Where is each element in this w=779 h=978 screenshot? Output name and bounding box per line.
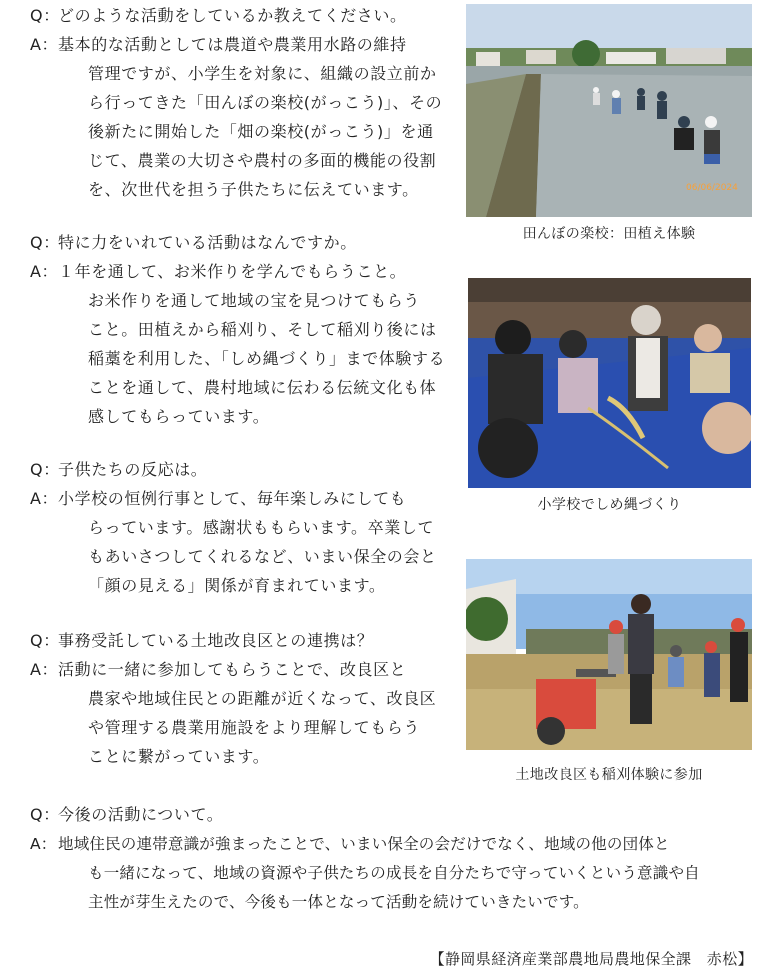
answer-mark: A： [30, 489, 59, 508]
answer-line: もあいさつしてくれるなど、いまい保全の会と [88, 547, 437, 566]
answer-line: ことに繋がっています。 [88, 747, 270, 766]
photo-caption: 土地改良区も稲刈体験に参加 [515, 767, 703, 783]
question-mark: Q： [30, 631, 60, 650]
question-text: 特に力をいれている活動はなんですか。 [58, 233, 357, 252]
photo-rice-harvest [466, 559, 752, 750]
answer-text: 小学校の恒例行事として、毎年楽しみにしても [58, 489, 407, 508]
answer-text: 活動に一緒に参加してもらうことで、改良区と [58, 660, 407, 679]
question-text: どのような活動をしているか教えてください。 [58, 6, 407, 25]
answer-line: らっています。感謝状ももらいます。卒業して [88, 518, 435, 537]
answer-line: じて、農業の大切さや農村の多面的機能の役割 [88, 151, 437, 170]
answer-line: お米作りを通して地域の宝を見つけてもらう [88, 291, 421, 310]
answer-mark: A： [30, 660, 59, 679]
answer-line: ら行ってきた「田んぼの楽校(がっこう)」、その [88, 93, 443, 112]
photo-caption: 田んぼの楽校：田植え体験 [522, 226, 696, 242]
answer-line: こと。田植えから稲刈り、そして稲刈り後には [88, 320, 437, 339]
photo-shimenawa [468, 278, 751, 488]
answer-line: も一緒になって、地域の資源や子供たちの成長を自分たちで守っていくという意識や自 [88, 864, 700, 882]
answer-mark: A： [30, 835, 57, 853]
rice-planting-image [466, 4, 752, 217]
answer-line: を、次世代を担う子供たちに伝えています。 [88, 180, 419, 199]
answer-line: 稲藁を利用した、「しめ縄づくり」まで体験する [88, 349, 446, 368]
photo-rice-planting [466, 4, 752, 217]
answer-line: 「顔の見える」関係が育まれています。 [88, 576, 386, 595]
answer-line: 感してもらっています。 [88, 407, 270, 426]
answer-line: や管理する農業用施設をより理解してもらう [88, 718, 421, 737]
answer-line: 後新たに開始した「畑の楽校(がっこう)」を通 [88, 122, 434, 141]
answer-line: 主性が芽生えたので、今後も一体となって活動を続けていきたいです。 [88, 893, 589, 911]
photo-date-stamp: 06/06/2024 [686, 183, 738, 193]
answer-mark: A： [30, 35, 59, 54]
answer-line: ことを通して、農村地域に伝わる伝統文化も体 [88, 378, 437, 397]
question-text: 今後の活動について。 [58, 805, 224, 824]
rice-harvest-image [466, 559, 752, 750]
answer-line: 農家や地域住民との距離が近くなって、改良区 [88, 689, 437, 708]
question-mark: Q： [30, 805, 60, 824]
shimenawa-image [468, 278, 751, 488]
answer-line: 管理ですが、小学生を対象に、組織の設立前か [88, 64, 437, 83]
answer-mark: A： [30, 262, 59, 281]
question-text: 子供たちの反応は。 [58, 460, 208, 479]
answer-text: １年を通して、お米作りを学んでもらうこと。 [58, 262, 407, 281]
question-mark: Q： [30, 233, 60, 252]
question-mark: Q： [30, 460, 60, 479]
question-text: 事務受託している土地改良区との連携は？ [58, 631, 374, 650]
answer-text: 地域住民の連帯意識が強まったことで、いまい保全の会だけでなく、地域の他の団体と [58, 835, 670, 853]
author-credit: 【静岡県経済産業部農地局農地保全課 赤松】 [429, 950, 753, 968]
answer-text: 基本的な活動としては農道や農業用水路の維持 [58, 35, 407, 54]
photo-caption: 小学校でしめ縄づくり [537, 497, 682, 513]
question-mark: Q： [30, 6, 60, 25]
